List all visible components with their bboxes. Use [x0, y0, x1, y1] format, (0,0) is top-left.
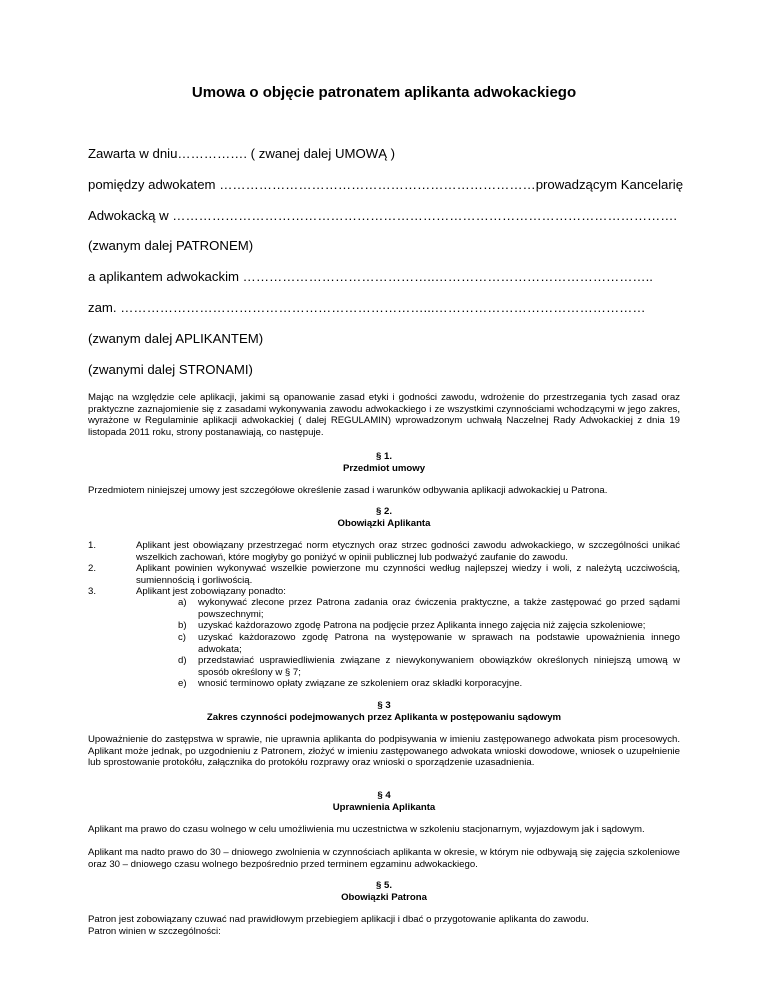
- section-4-subheading: Uprawnienia Aplikanta: [332, 802, 436, 813]
- form-line-patron-alias: (zwanym dalej PATRONEM): [88, 238, 254, 253]
- section-2-subitem-text: uzyskać każdorazowo zgodę Patrona na występowanie w sprawach na podstawie upoważnienia innego adwokata;: [198, 632, 680, 655]
- section-5-text-1: Patron jest zobowiązany czuwać nad prawidłowym przebiegiem aplikacji i dbać o przygotowanie aplikanta do zawodu.: [88, 914, 589, 925]
- section-2-subitem-label: c): [178, 632, 186, 643]
- form-line-parties-alias: (zwanymi dalej STRONAMI): [88, 362, 253, 377]
- section-5-text-2: Patron winien w szczególności:: [88, 926, 221, 937]
- section-1-subheading: Przedmiot umowy: [342, 463, 426, 474]
- section-2-item-number: 2.: [88, 563, 97, 574]
- form-line-trainee: a aplikantem adwokackim ……………………………………..…………………………………………..: [88, 269, 653, 284]
- section-1-text: Przedmiotem niniejszej umowy jest szczegółowe określenie zasad i warunków odbywania aplikacji adwokackiej u Patrona.: [88, 485, 608, 496]
- form-line-trainee-alias: (zwanym dalej APLIKANTEM): [88, 331, 264, 346]
- section-2-item-number: 1.: [88, 540, 97, 551]
- section-2-subitem-text: wykonywać zlecone przez Patrona zadania oraz ćwiczenia praktyczne, a także zastępować go przed sądami powszechnymi;: [198, 597, 680, 620]
- section-2-subitem-text: uzyskać każdorazowo zgodę Patrona na podjęcie przez Aplikanta innego zajęcia niż zajęcia szkoleniowe;: [198, 620, 646, 631]
- section-2-item-number: 3.: [88, 586, 97, 597]
- section-4-heading: § 4: [377, 790, 391, 801]
- section-2-subitem-text: wnosić terminowo opłaty związane ze szkoleniem oraz składki korporacyjne.: [198, 678, 523, 689]
- section-2-subitem-label: a): [178, 597, 187, 608]
- section-2-subitem-text: przedstawiać usprawiedliwienia związane z niewykonywaniem obowiązków określonych niniejszą umową w sposób określony w § 7;: [198, 655, 680, 678]
- form-line-office: Adwokacką w …………………………………………………………………………………………………….: [88, 208, 678, 223]
- section-2-subitem-label: b): [178, 620, 187, 631]
- section-1-heading: § 1.: [375, 451, 392, 462]
- section-2-item-text: Aplikant jest obowiązany przestrzegać norm etycznych oraz strzec godności zawodu adwokackiego, w szczególności unikać wszelkich zachowań, które mogłyby go poniżyć w opinii publicznej lub podważyć zaufanie do zawodu.: [136, 540, 680, 563]
- form-line-address: zam. ……………………………………………………………...…………………………………………: [88, 300, 646, 315]
- section-5-subheading: Obowiązki Patrona: [341, 892, 427, 903]
- section-4-text-1: Aplikant ma prawo do czasu wolnego w celu umożliwienia mu uczestnictwa w szkoleniu stacjonarnym, wyjazdowym jak i sądowym.: [88, 824, 645, 835]
- form-line-date: Zawarta w dniu……………. ( zwanej dalej UMOWĄ ): [88, 146, 396, 161]
- section-3-subheading: Zakres czynności podejmowanych przez Aplikanta w postępowaniu sądowym: [206, 712, 562, 723]
- section-3-text: Upoważnienie do zastępstwa w sprawie, nie uprawnia aplikanta do podpisywania w imieniu zastępowanego adwokata pism procesowych. Aplikant może jednak, po uzgodnieniu z Patronem, złożyć w imieniu zastępowanego adwokata wnioski dowodowe, wniosek o uzupełnienie lub sprostowanie protokółu, załącznika do protokółu rozprawy oraz wnioski o sporządzenie uzasadnienia.: [88, 734, 680, 769]
- section-2-heading: § 2.: [375, 506, 392, 517]
- section-2-subitem-label: d): [178, 655, 187, 666]
- section-2-subitem-label: e): [178, 678, 187, 689]
- document-title: Umowa o objęcie patronatem aplikanta adwokackiego: [191, 84, 577, 101]
- section-2-item-text: Aplikant jest zobowiązany ponadto:: [136, 586, 286, 597]
- section-5-heading: § 5.: [375, 880, 392, 891]
- preamble: Mając na względzie cele aplikacji, jakimi są opanowanie zasad etyki i godności zawodu, wdrożenie do przestrzegania tych zasad oraz praktyczne zaznajomienie się z zasadami wykonywania zawodu adwokackiego i ze wszystkimi czynnościami wchodzącymi w jego zakres, wyrażone w Regulaminie aplikacji adwokackiej ( dalej REGULAMIN) wprowadzonym uchwałą Naczelnej Rady Adwokackiej z dnia 19 listopada 2011 roku, strony postanawiają, co następuje.: [88, 392, 680, 438]
- form-line-advocate: pomiędzy adwokatem ………………………………………………………………prowadzącym Kancelarię: [88, 177, 684, 192]
- section-2-subheading: Obowiązki Aplikanta: [337, 518, 431, 529]
- section-4-text-2: Aplikant ma nadto prawo do 30 – dniowego zwolnienia w czynnościach aplikanta w okresie, w którym nie odbywają się zajęcia szkoleniowe oraz 30 – dniowego czasu wolnego bezpośrednio przed terminem egzaminu adwokackiego.: [88, 847, 680, 870]
- section-3-heading: § 3: [377, 700, 391, 711]
- section-2-item-text: Aplikant powinien wykonywać wszelkie powierzone mu czynności według najlepszej wiedzy i woli, z należytą uczciwością, sumiennością i gorliwością.: [136, 563, 680, 586]
